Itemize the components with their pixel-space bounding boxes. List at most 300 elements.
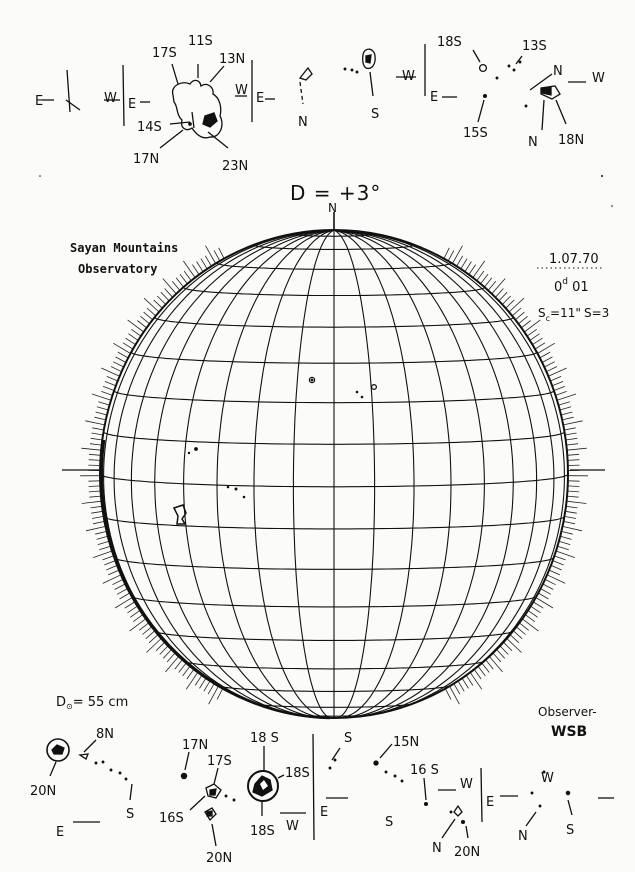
limb-tick xyxy=(567,496,579,497)
limb-tick xyxy=(560,407,571,410)
limb-tick xyxy=(566,438,578,440)
limb-tick xyxy=(95,531,106,534)
sketch-label: 17S xyxy=(207,754,232,769)
limb-tick xyxy=(544,362,555,367)
limb-tick xyxy=(99,546,110,550)
limb-tick xyxy=(175,660,183,669)
limb-tick xyxy=(452,246,462,264)
sketch-label: E xyxy=(430,90,439,105)
limb-tick xyxy=(551,565,562,570)
limb-tick xyxy=(149,635,158,643)
limb-tick xyxy=(469,265,476,275)
limb-tick xyxy=(506,300,515,308)
sketch-label: 18N xyxy=(558,133,585,148)
limb-tick xyxy=(131,329,141,336)
limb-tick xyxy=(197,262,204,272)
limb-tick xyxy=(217,689,223,700)
limb-tick xyxy=(567,501,587,503)
limb-tick xyxy=(492,279,505,294)
sketch-divider xyxy=(66,100,80,110)
limb-tick xyxy=(214,250,220,261)
limb-tick xyxy=(103,386,114,390)
limb-tick xyxy=(482,663,489,672)
sketch-label: 20N xyxy=(30,784,57,799)
sketch-label: 18 S xyxy=(250,731,279,746)
limb-tick xyxy=(541,589,551,595)
limb-tick xyxy=(103,556,114,560)
limb-tick xyxy=(515,312,524,320)
limb-tick xyxy=(85,421,105,425)
limb-tick xyxy=(98,541,109,544)
grid-meridian xyxy=(293,230,334,718)
limb-tick xyxy=(445,689,451,700)
limb-tick xyxy=(561,412,572,415)
sketch-label: 18S xyxy=(437,35,462,50)
limb-tick xyxy=(107,376,118,381)
limb-tick xyxy=(474,669,481,679)
limb-tick xyxy=(552,381,563,385)
limb-tick xyxy=(93,521,105,523)
sketch-label: 15N xyxy=(393,735,420,750)
sketch-label: E xyxy=(320,805,329,820)
grid-meridian xyxy=(334,230,554,717)
limb-tick xyxy=(89,491,101,492)
grid-meridian xyxy=(334,230,568,565)
bottom-sketches xyxy=(47,734,614,846)
sketch-label: 8N xyxy=(96,727,114,742)
sketch-label: 17N xyxy=(182,738,209,753)
limb-tick xyxy=(499,292,507,301)
limb-tick xyxy=(143,627,152,635)
limb-tick xyxy=(563,526,583,530)
observer-label: Observer- xyxy=(538,705,597,719)
sketch-label: 15S xyxy=(463,126,488,141)
limb-tick xyxy=(563,421,583,425)
limb-tick xyxy=(542,357,552,363)
sketch-label: E xyxy=(128,97,137,112)
limb-tick xyxy=(531,606,541,613)
limb-tick xyxy=(179,663,186,672)
sketch-label: W xyxy=(402,69,415,84)
sketch-label: N xyxy=(528,135,538,150)
sketch-label: W xyxy=(235,83,248,98)
limb-tick xyxy=(557,394,576,400)
limb-tick xyxy=(116,357,126,363)
limb-tick xyxy=(108,570,119,575)
grid-meridian xyxy=(334,230,484,718)
limb-tick xyxy=(550,376,561,381)
limb-tick xyxy=(461,259,467,269)
limb-tick xyxy=(513,631,522,639)
limb-tick xyxy=(558,546,569,550)
limb-tick xyxy=(128,320,144,332)
sketch-label: 14S xyxy=(137,120,162,135)
limb-tick xyxy=(457,256,463,266)
limb-tick xyxy=(139,623,148,630)
limb-tick xyxy=(92,433,104,435)
sunspot xyxy=(227,486,229,488)
limb-tick xyxy=(176,278,184,287)
limb-tick xyxy=(556,551,575,558)
limb-tick xyxy=(554,556,565,560)
limb-tick xyxy=(118,352,128,358)
limb-tick xyxy=(201,259,207,269)
limb-tick xyxy=(560,536,571,539)
limb-tick xyxy=(113,362,124,367)
limb-tick xyxy=(532,338,542,345)
limb-tick xyxy=(206,246,216,264)
limb-tick xyxy=(192,265,199,275)
sunspot-umbra xyxy=(542,87,551,95)
observatory-name: Sayan Mountains xyxy=(70,241,179,255)
limb-tick xyxy=(549,570,560,575)
limb-tick xyxy=(113,343,130,353)
limb-tick xyxy=(120,593,130,599)
limb-tick xyxy=(104,561,115,565)
limb-tick xyxy=(140,316,149,324)
limb-tick xyxy=(91,438,103,440)
sunspot xyxy=(566,791,569,794)
limb-tick xyxy=(147,639,162,653)
limb-tick xyxy=(195,675,202,685)
limb-tick xyxy=(568,486,580,487)
limb-tick xyxy=(566,444,578,445)
limb-tick xyxy=(137,321,146,328)
sketch-label: W xyxy=(541,771,554,786)
sketch-divider xyxy=(481,768,482,822)
limb-tick xyxy=(94,417,105,420)
limb-tick xyxy=(559,541,570,544)
sketch-label: 18S xyxy=(250,824,275,839)
sketch-label: W xyxy=(460,777,473,792)
limb-tick xyxy=(466,675,473,685)
limb-tick xyxy=(478,666,485,676)
limb-tick xyxy=(105,381,116,385)
limb-tick xyxy=(180,274,187,284)
sketch-label: W xyxy=(286,819,299,834)
sunspot xyxy=(425,803,428,806)
limb-tick xyxy=(187,669,194,679)
limb-tick xyxy=(567,448,587,450)
limb-tick xyxy=(554,386,565,390)
sunspot-outline xyxy=(454,806,462,816)
limb-tick xyxy=(502,296,510,305)
grid-meridian xyxy=(334,230,513,717)
limb-tick xyxy=(183,666,190,676)
sunspot-umbra xyxy=(207,811,212,816)
limb-tick xyxy=(219,248,224,259)
limb-tick xyxy=(172,281,180,290)
limb-tick xyxy=(536,598,553,609)
limb-tick xyxy=(477,271,484,281)
limb-tick xyxy=(147,308,156,316)
limb-tick xyxy=(91,506,103,508)
sketch-divider xyxy=(313,734,314,840)
sunspot-outline xyxy=(80,754,88,759)
grid-meridian xyxy=(334,230,414,718)
limb-tick xyxy=(92,394,111,400)
limb-tick xyxy=(525,615,535,622)
limb-tick xyxy=(161,292,169,301)
limb-tick xyxy=(566,506,578,508)
limb-tick xyxy=(112,579,123,584)
limb-tick xyxy=(470,672,482,689)
limb-tick xyxy=(527,329,537,336)
limb-tick xyxy=(98,402,109,405)
sketch-label: N xyxy=(518,829,528,844)
sunspot-group-outline xyxy=(173,80,222,137)
limb-tick xyxy=(160,646,168,655)
observatory-suffix: Observatory xyxy=(78,262,158,276)
limb-tick xyxy=(533,602,543,608)
limb-tick xyxy=(493,653,501,662)
limb-tick xyxy=(90,444,102,445)
observation-time: 0$^d$ 01 xyxy=(554,277,589,295)
sketch-label: N xyxy=(432,841,442,856)
sunspot xyxy=(372,385,377,390)
limb-tick xyxy=(567,454,579,455)
sketch-label: 13N xyxy=(219,52,246,67)
limb-tick xyxy=(89,460,101,461)
grid-meridian xyxy=(334,230,451,718)
limb-tick xyxy=(186,672,198,689)
limb-tick xyxy=(123,343,133,349)
limb-tick xyxy=(546,367,557,372)
limb-tick xyxy=(111,367,122,372)
limb-tick xyxy=(146,631,155,639)
limb-tick xyxy=(543,584,553,590)
sunspot xyxy=(480,65,487,72)
limb-tick xyxy=(165,289,173,298)
limb-tick xyxy=(157,296,165,305)
limb-tick xyxy=(516,627,525,635)
limb-tick xyxy=(163,279,176,294)
limb-tick xyxy=(130,619,146,631)
limb-tick xyxy=(497,650,505,659)
limb-tick xyxy=(92,516,104,518)
sunspot xyxy=(374,761,378,765)
limb-tick xyxy=(448,250,454,261)
limb-tick xyxy=(200,678,206,688)
sketch-label: 11S xyxy=(188,34,213,49)
limb-tick xyxy=(154,300,163,308)
sketch-label: 23N xyxy=(222,159,249,174)
limb-tick xyxy=(565,511,577,513)
sunspot-umbra xyxy=(203,113,217,127)
aperture-diameter: $D_⊙= 55$ cm xyxy=(56,695,129,711)
limb-tick xyxy=(522,619,538,631)
limb-tick xyxy=(488,281,496,290)
limb-tick xyxy=(144,298,159,312)
sunspot xyxy=(484,95,487,98)
limb-tick xyxy=(559,402,570,405)
limb-tick xyxy=(518,316,527,324)
sunspot xyxy=(181,773,186,778)
sketch-label: W xyxy=(104,91,117,106)
limb-tick xyxy=(144,312,153,320)
grid-meridian xyxy=(100,230,334,565)
limb-tick xyxy=(82,501,102,503)
limb-tick xyxy=(92,428,104,430)
limb-tick xyxy=(462,678,468,688)
limb-tick xyxy=(86,526,106,530)
limb-tick xyxy=(530,334,540,341)
limb-tick xyxy=(507,639,522,653)
top-sketches xyxy=(42,44,586,148)
sketch-label: 20N xyxy=(206,851,233,866)
limb-tick xyxy=(545,579,556,584)
limb-tick xyxy=(126,338,136,345)
sketch-divider xyxy=(123,65,124,126)
limb-tick xyxy=(568,460,580,461)
limb-tick xyxy=(133,615,143,622)
sketch-label: 16S xyxy=(159,811,184,826)
grid-meridian xyxy=(114,230,334,717)
declination-label: D = +3° xyxy=(290,181,382,205)
sunspot xyxy=(235,488,237,490)
limb-tick xyxy=(444,248,449,259)
limb-tick xyxy=(540,352,550,358)
sketch-label: 17N xyxy=(133,152,160,167)
limb-tick xyxy=(465,262,472,272)
limb-tick xyxy=(538,593,548,599)
limb-tick xyxy=(106,565,117,570)
limb-tick xyxy=(556,391,567,395)
sketch-label: N xyxy=(298,115,308,130)
observation-date: 1.07.70 xyxy=(549,252,599,267)
limb-tick xyxy=(509,298,524,312)
sunspot-umbra xyxy=(210,789,216,795)
sketch-label: 16 S xyxy=(410,763,439,778)
limb-tick xyxy=(504,642,512,650)
limb-tick xyxy=(567,491,579,492)
limb-tick xyxy=(130,610,140,617)
limb-tick xyxy=(528,610,538,617)
limb-tick xyxy=(101,391,112,395)
bottom-sketch-labels xyxy=(30,727,574,866)
grid-meridian xyxy=(334,230,375,718)
limb-tick xyxy=(125,602,135,608)
limb-tick xyxy=(184,271,191,281)
limb-tick xyxy=(512,308,521,316)
sketch-label: W xyxy=(592,71,605,86)
grid-meridian xyxy=(184,230,334,718)
sketch-label: S xyxy=(371,107,380,122)
limb-tick xyxy=(553,561,564,565)
sketch-label: S xyxy=(344,731,353,746)
limb-tick xyxy=(115,584,125,590)
sketch-label: S xyxy=(566,823,575,838)
sketch-label: 13S xyxy=(522,39,547,54)
seeing-estimate: $S_c=11$" xyxy=(538,306,581,323)
grid-meridian xyxy=(217,230,334,718)
limb-tick xyxy=(500,646,508,655)
solar-disk xyxy=(62,212,605,718)
sketch-label: E xyxy=(486,795,495,810)
limb-tick xyxy=(564,516,576,518)
limb-tick xyxy=(156,642,164,650)
sketch-label: S xyxy=(126,807,135,822)
sunspot xyxy=(311,379,313,381)
limb-tick xyxy=(81,448,101,450)
grid-meridian xyxy=(254,230,334,718)
limb-tick xyxy=(524,320,540,332)
limb-tick xyxy=(486,660,494,669)
limb-tick xyxy=(458,681,464,691)
limb-tick xyxy=(167,653,175,662)
limb-tick xyxy=(519,623,528,630)
sketch-label: S xyxy=(385,815,394,830)
limb-tick xyxy=(495,289,503,298)
observer-initials: WSB xyxy=(551,724,588,740)
limb-tick xyxy=(535,343,545,349)
limb-tick xyxy=(128,334,138,341)
limb-tick xyxy=(91,511,103,513)
sunspot-umbra xyxy=(366,55,371,63)
limb-tick xyxy=(538,343,555,353)
limb-tick xyxy=(565,433,577,435)
limb-tick xyxy=(209,686,219,704)
sunspot-umbra xyxy=(52,745,64,754)
sunspots-on-disk xyxy=(174,377,376,524)
sketch-label: 18S xyxy=(285,766,310,781)
limb-tick xyxy=(128,606,138,613)
sunspot xyxy=(195,448,198,451)
sunspot xyxy=(188,452,189,453)
limb-tick xyxy=(561,531,572,534)
limb-tick xyxy=(96,412,107,415)
limb-tick xyxy=(115,598,132,609)
limb-tick xyxy=(89,486,101,487)
limb-tick xyxy=(521,321,530,328)
limb-tick xyxy=(564,521,576,523)
limb-tick xyxy=(489,657,502,673)
limb-tick xyxy=(97,407,108,410)
sketch-label: E xyxy=(35,94,44,109)
limb-tick xyxy=(473,261,485,278)
limb-tick xyxy=(564,428,576,430)
limb-tick xyxy=(117,589,127,595)
sunspot-outline xyxy=(300,68,312,80)
top-sketch-labels xyxy=(35,34,605,174)
north-label: N xyxy=(328,201,337,215)
limb-tick xyxy=(484,278,492,287)
limb-tick xyxy=(93,551,112,558)
limb-tick xyxy=(205,256,211,266)
limb-tick xyxy=(89,496,101,497)
limb-tick xyxy=(183,261,195,278)
sketch-label: E xyxy=(56,825,65,840)
sunspot xyxy=(356,391,358,393)
limb-tick xyxy=(510,635,519,643)
limb-tick xyxy=(89,454,101,455)
sunspot-group-outline xyxy=(174,505,186,524)
sunspot xyxy=(189,123,191,125)
grid-meridian xyxy=(155,230,334,717)
limb-tick xyxy=(450,686,460,704)
limb-tick xyxy=(163,650,171,659)
limb-tick xyxy=(562,417,573,420)
limb-tick xyxy=(208,684,214,695)
sketch-label: E xyxy=(256,91,265,106)
quality-estimate: S=3 xyxy=(584,306,610,320)
sunspot xyxy=(243,496,245,498)
limb-tick xyxy=(454,684,460,695)
limb-tick xyxy=(97,536,108,539)
limb-tick xyxy=(204,681,210,691)
sketch-label: N xyxy=(553,64,563,79)
sketch-label: 17S xyxy=(152,46,177,61)
